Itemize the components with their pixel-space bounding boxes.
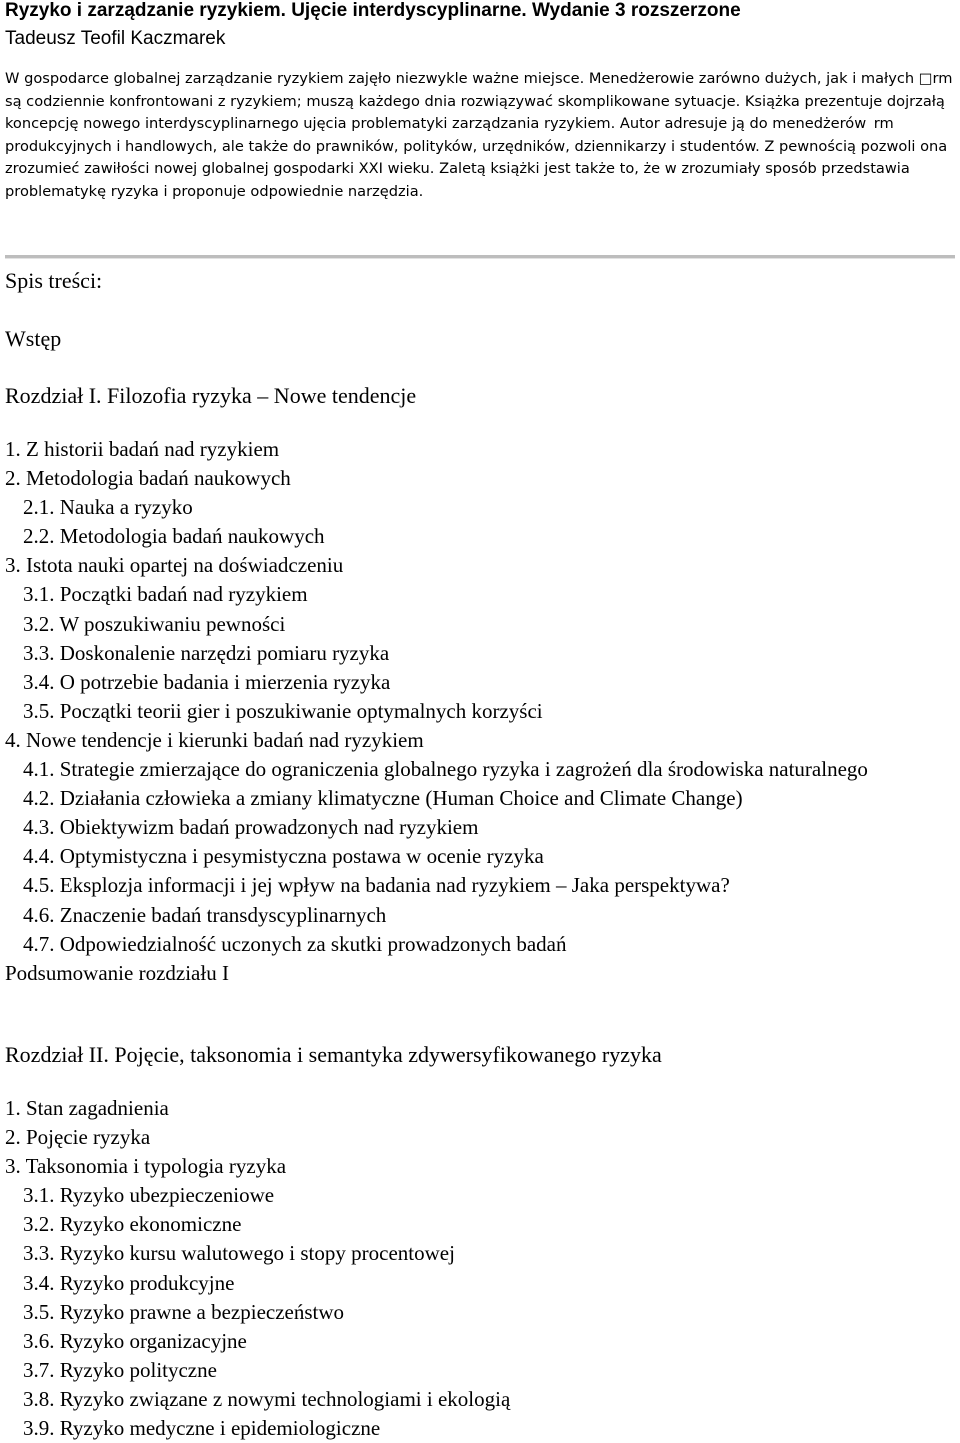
toc-entry: 1. Z historii badań nad ryzykiem [5,437,280,461]
toc-entry: 4.7. Odpowiedzialność uczonych za skutki prowadzonych badań [23,931,567,956]
toc-entry: 3.1. Początki badań nad ryzykiem [23,582,308,607]
toc-entry: 4.2. Działania człowieka a zmiany klimatyczne (Human Choice and Climate Change) [23,786,743,811]
description-text: W gospodarce globalnej zarządzanie ryzykiem zajęło niezwykle ważne miejsce. Menedżerowie zarówno dużych, jak i małych □rm są codziennie konfrontowani z ryzykiem; muszą każdego dnia rozwiązywać skomplikowane sytuacje. Książka prezentuje dojrzałą koncepcję nowego interdyscyplinarnego ujęcia problematyki zarządzania ryzykiem. Autor adresuje ją do menedżerów rm produkcyjnych i handlowych, ale także do prawników, polityków, urzędników, dziennikarzy i studentów. Z pewnością pozwoli ona zrozumieć zawiłości nowej globalnej gospodarki XXI wieku. Zaletą książki jest także to, że w zrozumiały sposób przedstawia problematykę ryzyka i proponuje odpowiednie narzędzia. [5,70,953,200]
toc-entry: 3.2. W poszukiwaniu pewności [23,611,286,636]
toc-entry: 2.1. Nauka a ryzyko [23,495,193,520]
toc-entry: 3.2. Ryzyko ekonomiczne [23,1212,242,1237]
toc-entry: Podsumowanie rozdziału I [5,960,229,985]
chapter-2-title: Rozdział II. Pojęcie, taksonomia i semantyka zdywersyfikowanego ryzyka [5,1042,662,1067]
toc-entry: 3.5. Ryzyko prawne a bezpieczeństwo [23,1299,345,1324]
chapter-1-entries [5,435,955,988]
toc-entry: 3.4. O potrzebie badania i mierzenia ryzyka [23,669,391,694]
toc-entry: 1. Stan zagadnienia [5,1096,169,1120]
toc-entry: 3.6. Ryzyko organizacyjne [23,1328,247,1353]
book-author: Tadeusz Teofil Kaczmarek [5,28,226,49]
book-description [5,68,953,203]
toc-entry: 3.8. Ryzyko związane z nowymi technologiami i ekologią [23,1386,511,1411]
chapter-1-title: Rozdział I. Filozofia ryzyka – Nowe tendencje [5,383,417,408]
toc-entry: 3.4. Ryzyko produkcyjne [23,1270,235,1295]
toc-entry: 4. Nowe tendencje i kierunki badań nad ryzykiem [5,727,424,752]
toc-entry: 3.5. Początki teorii gier i poszukiwanie optymalnych korzyści [23,698,543,723]
toc-entry: 3. Taksonomia i typologia ryzyka [5,1154,287,1179]
toc-entry: 2.2. Metodologia badań naukowych [23,524,325,549]
toc-entry: 3.9. Ryzyko medyczne i epidemiologiczne [23,1416,381,1441]
toc-entry: 4.4. Optymistyczna i pesymistyczna postawa w ocenie ryzyka [23,844,544,869]
toc-entry: 4.5. Eksplozja informacji i jej wpływ na badania nad ryzykiem – Jaka perspektywa? [23,873,730,898]
toc-entry: 4.3. Obiektywizm badań prowadzonych nad ryzykiem [23,815,479,840]
toc-entry: 2. Metodologia badań naukowych [5,466,291,491]
toc-entry: 3.3. Doskonalenie narzędzi pomiaru ryzyka [23,640,390,665]
toc-entry: 3.1. Ryzyko ubezpieczeniowe [23,1183,275,1208]
toc-entry: 3. Istota nauki opartej na doświadczeniu [5,553,344,578]
section-divider [5,255,955,259]
toc-intro: Wstęp [5,326,62,351]
toc-entry: 4.6. Znaczenie badań transdyscyplinarnych [23,902,387,927]
toc-entry: 2. Pojęcie ryzyka [5,1125,151,1150]
chapter-2-entries [5,1094,955,1443]
toc-entry: 3.3. Ryzyko kursu walutowego i stopy procentowej [23,1241,455,1266]
toc-entry: 4.1. Strategie zmierzające do ograniczenia globalnego ryzyka i zagrożeń dla środowiska naturalnego [23,757,868,782]
toc-entry: 3.7. Ryzyko polityczne [23,1357,217,1382]
book-title: Ryzyko i zarządzanie ryzykiem. Ujęcie interdyscyplinarne. Wydanie 3 rozszerzone [5,0,741,21]
toc-heading: Spis treści: [5,268,103,293]
book-header [5,0,955,203]
